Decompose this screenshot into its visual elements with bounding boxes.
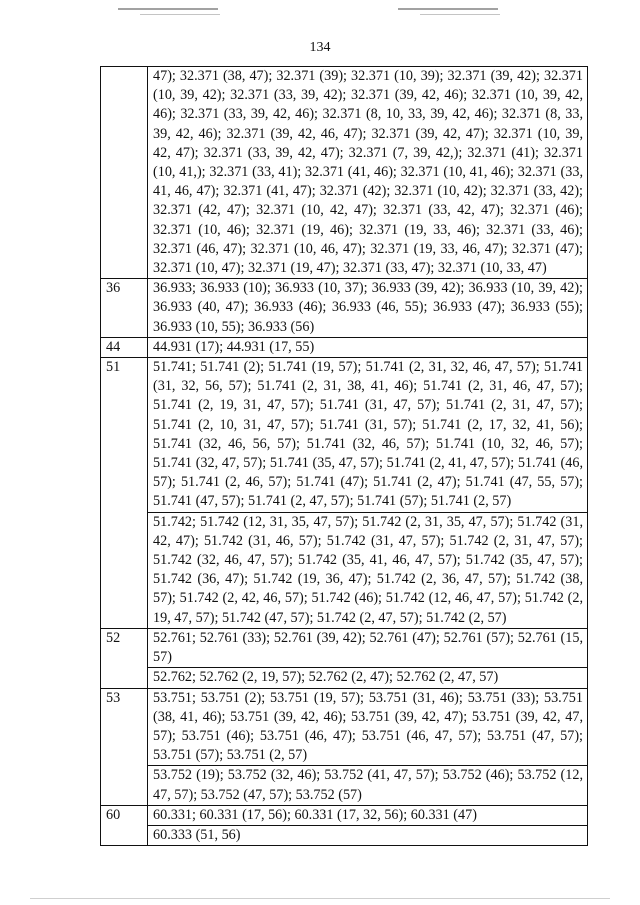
code-cell: 44	[101, 337, 148, 357]
index-table	[100, 66, 588, 846]
scan-artifact	[118, 8, 218, 10]
index-table-body	[101, 67, 588, 846]
entry-cell: 53.752 (19); 53.752 (32, 46); 53.752 (41, 47, 57); 53.752 (46); 53.752 (12, 47, 57); 53.752 (47, 57); 53.752 (57)	[148, 766, 588, 805]
code-cell: 52	[101, 628, 148, 688]
table-row	[101, 805, 588, 825]
scan-artifact	[398, 8, 498, 10]
entry-cell: 60.333 (51, 56)	[148, 825, 588, 845]
entry-cell: 44.931 (17); 44.931 (17, 55)	[148, 337, 588, 357]
table-row	[101, 688, 588, 766]
entry-cell: 52.762; 52.762 (2, 19, 57); 52.762 (2, 47); 52.762 (2, 47, 57)	[148, 668, 588, 688]
entry-cell: 51.741; 51.741 (2); 51.741 (19, 57); 51.741 (2, 31, 32, 46, 47, 57); 51.741 (31, 32, 56, 57); 51.741 (2, 31, 38, 41, 46); 51.741 (2, 31, 46, 47, 57); 51.741 (2, 19, 31, 47, 57); 51.741 (31, 47, 57); 51.741 (2, 31, 47, 57); 51.741 (2, 10, 31, 47, 57); 51.741 (31, 57); 51.741 (2, 17, 32, 41, 56); 51.741 (32, 46, 56, 57); 51.741 (32, 46, 57); 51.741 (10, 32, 46, 57); 51.741 (32, 47, 57); 51.741 (35, 47, 57); 51.741 (2, 41, 47, 57); 51.741 (46, 57); 51.741 (2, 46, 57); 51.741 (47); 51.741 (2, 47); 51.741 (47, 55, 57); 51.741 (47, 57); 51.741 (2, 47, 57); 51.741 (57); 51.741 (2, 57)	[148, 358, 588, 513]
entry-cell: 53.751; 53.751 (2); 53.751 (19, 57); 53.751 (31, 46); 53.751 (33); 53.751 (38, 41, 46); 53.751 (39, 42, 46); 53.751 (39, 42, 47); 53.751 (39, 42, 47, 57); 53.751 (46); 53.751 (46, 47); 53.751 (46, 47, 57); 53.751 (47, 57); 53.751 (57); 53.751 (2, 57)	[148, 688, 588, 766]
code-cell	[101, 67, 148, 279]
entry-cell: 47); 32.371 (38, 47); 32.371 (39); 32.371 (10, 39); 32.371 (39, 42); 32.371 (10, 39, 42); 32.371 (33, 39, 42); 32.371 (39, 42, 46); 32.371 (10, 39, 42, 46); 32.371 (33, 39, 42, 46); 32.371 (8, 10, 33, 39, 42, 46); 32.371 (8, 33, 39, 42, 46); 32.371 (39, 42, 46, 47); 32.371 (39, 42, 47); 32.371 (10, 39, 42, 47); 32.371 (33, 39, 42, 47); 32.371 (7, 39, 42,); 32.371 (41); 32.371 (10, 41,); 32.371 (33, 41); 32.371 (41, 46); 32.371 (10, 41, 46); 32.371 (33, 41, 46, 47); 32.371 (41, 47); 32.371 (42); 32.371 (10, 42); 32.371 (33, 42); 32.371 (42, 47); 32.371 (10, 42, 47); 32.371 (33, 42, 47); 32.371 (46); 32.371 (10, 46); 32.371 (19, 46); 32.371 (19, 33, 46); 32.371 (33, 46); 32.371 (46, 47); 32.371 (10, 46, 47); 32.371 (19, 33, 46, 47); 32.371 (47); 32.371 (10, 47); 32.371 (19, 47); 32.371 (33, 47); 32.371 (10, 33, 47)	[148, 67, 588, 279]
table-row	[101, 279, 588, 338]
entry-cell: 60.331; 60.331 (17, 56); 60.331 (17, 32, 56); 60.331 (47)	[148, 805, 588, 825]
table-subrow	[101, 668, 588, 688]
table-row	[101, 67, 588, 279]
code-cell: 60	[101, 805, 148, 845]
entry-cell: 51.742; 51.742 (12, 31, 35, 47, 57); 51.742 (2, 31, 35, 47, 57); 51.742 (31, 42, 47); 51.742 (31, 46, 57); 51.742 (31, 47, 57); 51.742 (2, 31, 47, 57); 51.742 (32, 46, 47, 57); 51.742 (35, 41, 46, 47, 57); 51.742 (35, 47, 57); 51.742 (36, 47); 51.742 (19, 36, 47); 51.742 (2, 36, 47, 57); 51.742 (38, 57); 51.742 (2, 42, 46, 57); 51.742 (46); 51.742 (12, 46, 47, 57); 51.742 (2, 19, 47, 57); 51.742 (47, 57); 51.742 (2, 47, 57); 51.742 (2, 57)	[148, 512, 588, 628]
entry-cell: 52.761; 52.761 (33); 52.761 (39, 42); 52.761 (47); 52.761 (57); 52.761 (15, 57)	[148, 628, 588, 667]
table-row	[101, 337, 588, 357]
table-subrow	[101, 766, 588, 805]
table-row	[101, 358, 588, 513]
scan-bottom-edge	[30, 898, 610, 899]
table-subrow	[101, 512, 588, 628]
code-cell: 36	[101, 279, 148, 338]
code-cell: 51	[101, 358, 148, 629]
scan-artifact	[420, 14, 500, 15]
entry-cell: 36.933; 36.933 (10); 36.933 (10, 37); 36.933 (39, 42); 36.933 (10, 39, 42); 36.933 (40, 47); 36.933 (46); 36.933 (46, 55); 36.933 (47); 36.933 (55); 36.933 (10, 55); 36.933 (56)	[148, 279, 588, 338]
table-subrow	[101, 825, 588, 845]
page-number: 134	[309, 40, 331, 55]
scan-artifact	[140, 14, 220, 15]
table-row	[101, 628, 588, 667]
code-cell: 53	[101, 688, 148, 805]
